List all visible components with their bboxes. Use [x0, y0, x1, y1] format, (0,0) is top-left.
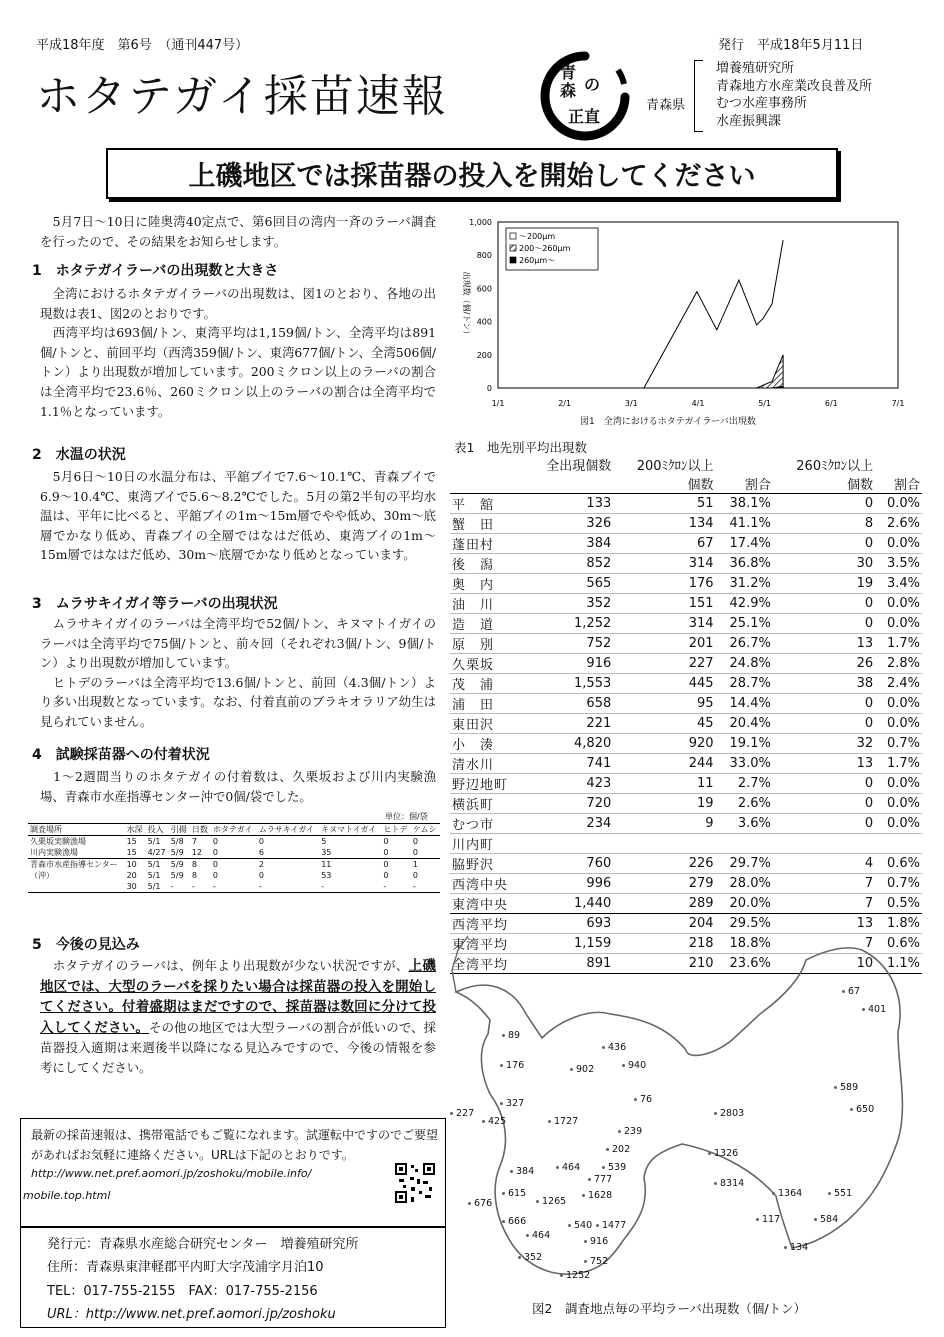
- mobile-info-text: 最新の採苗速報は、携帯電話でもご覧になれます。試運転中ですのでご要望があればお気軽に連絡ください。URLは下記のとおりです。: [31, 1128, 439, 1162]
- map-station-dot: [584, 1260, 587, 1263]
- x-tick-label: 5/1: [758, 399, 772, 408]
- series-line-under200: [609, 240, 784, 388]
- map-station-dot: [596, 1224, 599, 1227]
- map-station-label: 1727: [554, 1116, 579, 1127]
- section-5-body: ホタテガイのラーバは、例年より出現数が少ない状況ですが、上磯地区では、大型のラーバを採りたい場合は採苗器の投入を開始してください。付着盛期はまだですので、採苗器は数回に分けて投入してください。その他の地区では大型ラーバの割合が低いので、採苗器投入適期は来週後半以降になる見込みですので、今後の情報を参考にしてください。: [40, 958, 437, 1075]
- chart-svg: [450, 212, 920, 432]
- map-station-label: 551: [834, 1188, 853, 1199]
- x-tick-label: 6/1: [824, 399, 838, 408]
- section-3-heading: 3 ムラサキイガイ等ラーバの出現状況: [32, 596, 278, 612]
- logo-text-3: 正直: [568, 107, 601, 126]
- map-station-dot: [714, 1112, 717, 1115]
- coastline-north: [452, 936, 468, 992]
- publisher-item: 青森地方水産業改良普及所: [716, 78, 873, 94]
- table1-row: 油 川 352 151 42.9% 0 0.0%: [450, 594, 922, 614]
- map-station-label: 752: [590, 1256, 609, 1267]
- x-tick-label: 1/1: [491, 399, 505, 408]
- section-4-heading: 4 試験採苗器への付着状況: [32, 747, 210, 763]
- map-station-dot: [834, 1086, 837, 1089]
- map-station-dot: [548, 1120, 551, 1123]
- legend-label: 200～260μm: [519, 244, 571, 253]
- y-tick-label: 800: [476, 251, 492, 261]
- table1-row: 奥 内 565 176 31.2% 19 3.4%: [450, 574, 922, 594]
- map-station-dot: [588, 1178, 591, 1181]
- logo-text-1: 青 森: [560, 63, 577, 100]
- map-station-label: 401: [868, 1004, 887, 1015]
- table1-caption: 表1 地先別平均出現数: [454, 440, 587, 455]
- map-station-dot: [828, 1192, 831, 1195]
- publisher-item: 水産振興課: [716, 113, 782, 129]
- attach-table-header: 調査場所 水深 投入 引揚 日数 ホタテガイ ムラサキイガイ キヌマトイガイ ヒトデ ケムシ: [28, 824, 440, 836]
- publisher-item: むつ水産事務所: [716, 96, 808, 111]
- table1-row: 東田沢 221 45 20.4% 0 0.0%: [450, 714, 922, 734]
- map-station-label: 1252: [566, 1270, 591, 1281]
- legend-label: 260μm～: [519, 256, 556, 265]
- page-title: ホタテガイ採苗速報: [36, 71, 448, 122]
- table1-row: 後 潟 852 314 36.8% 30 3.5%: [450, 554, 922, 574]
- legend-swatch: [510, 257, 516, 263]
- map-station-dot: [536, 1200, 539, 1203]
- map-station-label: 436: [608, 1042, 627, 1053]
- map-station-label: 464: [562, 1162, 581, 1173]
- footer-publisher: 発行元：青森県水産総合研究センター 増養殖研究所: [47, 1237, 359, 1252]
- footer-tel: TEL：017-755-2155 FAX：017-755-2156: [47, 1284, 318, 1299]
- logo-seal: [538, 50, 632, 144]
- bay-map: [450, 930, 930, 1300]
- table1-row: 全湾平均 891 210 23.6% 10 1.1%: [450, 954, 922, 974]
- map-station-dot: [602, 1046, 605, 1049]
- section-1-body: 全湾におけるホタテガイラーバの出現数は、図1のとおり、各地の出現数は表1、図2のとおりです。 西湾平均は693個/トン、東湾平均は1,159個/トン、全湾平均は891個/トンと、前回平均（西湾359個/トン、東湾677個/トン、全湾506個/トン）より出現数が増加しています。200ミクロン以上のラーバの割合は全湾平均で23.6％、260ミクロン以上のラーバの割合は全湾平均で1.1％となっています。: [40, 286, 436, 419]
- logo-text-2: の: [584, 75, 601, 94]
- map-station-label: 539: [608, 1162, 627, 1173]
- map-station-label: 227: [456, 1108, 475, 1119]
- map-station-dot: [500, 1064, 503, 1067]
- attach-table-row: 青森市水産指導センター 10 5/1 5/9 8 0 2 11 0 1: [30, 860, 418, 869]
- publisher-list: [716, 60, 872, 130]
- headline: 上磯地区では採苗器の投入を開始してください: [106, 148, 838, 199]
- series-area-1: [757, 355, 784, 388]
- map-station-dot: [560, 1274, 563, 1277]
- section-2-heading: 2 水温の状況: [32, 447, 126, 463]
- map-station-label: 327: [506, 1098, 525, 1109]
- map-station-label: 76: [640, 1094, 653, 1105]
- publisher-bracket: [694, 60, 703, 132]
- map-station-label: 8314: [720, 1178, 745, 1189]
- map-station-label: 134: [790, 1242, 809, 1253]
- map-station-label: 1364: [778, 1188, 803, 1199]
- table1-row: 野辺地町 423 11 2.7% 0 0.0%: [450, 774, 922, 794]
- map-station-label: 1326: [714, 1148, 739, 1159]
- map-station-label: 239: [624, 1126, 643, 1137]
- chart-caption: 図1 全湾におけるホタテガイラーバ出現数: [580, 417, 756, 427]
- table1: [450, 455, 922, 974]
- y-tick-label: 0: [486, 384, 492, 393]
- map-station-dot: [450, 1112, 453, 1115]
- section-2-body: 5月6日～10日の水温分布は、平舘ブイで7.6～10.1℃、青森ブイで6.9～10.4℃、東湾ブイで5.6～8.2℃でした。5月の第2半旬の平均水温は、平年に比べると、平舘ブイの1m～15m層でやや低め、30m～底層でかなり低め、青森ブイの全層ではなはだ低め、東湾ブイの1m～15m層ではなはだ低め、30m～底層でかなり低めとなっています。: [40, 469, 436, 563]
- map-station-label: 425: [488, 1116, 507, 1127]
- map-station-label: 916: [590, 1236, 609, 1247]
- map-station-dot: [842, 990, 845, 993]
- chart-figure-1: [450, 212, 920, 432]
- publish-date: 発行 平成18年5月11日: [718, 38, 864, 53]
- table1-header-row-2: 個数 割合 個数 割合: [450, 474, 922, 494]
- map-station-label: 117: [762, 1214, 781, 1225]
- map-station-dot: [568, 1224, 571, 1227]
- map-caption: 図2 調査地点毎の平均ラーバ出現数（個/トン）: [532, 1301, 807, 1316]
- table1-row: むつ市 234 9 3.6% 0 0.0%: [450, 814, 922, 834]
- map-station-label: 777: [594, 1174, 613, 1185]
- y-axis-label: 出現数（個/トン）: [462, 271, 471, 339]
- map-station-label: 902: [576, 1064, 595, 1075]
- map-station-dot: [606, 1148, 609, 1151]
- table1-row: 脇野沢 760 226 29.7% 4 0.6%: [450, 854, 922, 874]
- x-tick-label: 2/1: [558, 399, 572, 408]
- map-station-label: 940: [628, 1060, 647, 1071]
- map-station-label: 2803: [720, 1108, 745, 1119]
- map-station-dot: [468, 1202, 471, 1205]
- y-tick-label: 1,000: [469, 218, 492, 227]
- section-1-heading: 1 ホタテガイラーバの出現数と大きさ: [32, 263, 279, 279]
- map-station-dot: [502, 1192, 505, 1195]
- legend-swatch: [510, 245, 516, 251]
- map-station-label: 676: [474, 1198, 493, 1209]
- table1-row: 蟹 田 326 134 41.1% 8 2.6%: [450, 514, 922, 534]
- attach-table: [28, 823, 440, 893]
- table1-row: 東湾中央 1,440 289 20.0% 7 0.5%: [450, 894, 922, 914]
- legend-label: ～200μm: [519, 232, 556, 241]
- map-station-label: 176: [506, 1060, 525, 1071]
- attach-table-unit: 単位：個/袋: [385, 812, 428, 821]
- table1-row: 横浜町 720 19 2.6% 0 0.0%: [450, 794, 922, 814]
- y-tick-label: 400: [476, 317, 492, 327]
- map-station-label: 1477: [602, 1220, 627, 1231]
- map-station-dot: [862, 1008, 865, 1011]
- map-station-label: 666: [508, 1216, 527, 1227]
- map-station-label: 202: [612, 1144, 631, 1155]
- x-tick-label: 7/1: [891, 399, 905, 408]
- y-tick-label: 200: [476, 350, 492, 360]
- map-station-dot: [526, 1234, 529, 1237]
- map-station-dot: [502, 1034, 505, 1037]
- section-5-heading: 5 今後の見込み: [32, 937, 140, 953]
- table1-row: 造 道 1,252 314 25.1% 0 0.0%: [450, 614, 922, 634]
- map-station-label: 584: [820, 1214, 839, 1225]
- map-station-dot: [482, 1120, 485, 1123]
- table1-row: 茂 浦 1,553 445 28.7% 38 2.4%: [450, 674, 922, 694]
- footer-url[interactable]: URL：http://www.net.pref.aomori.jp/zoshoku: [47, 1307, 336, 1322]
- y-tick-label: 600: [476, 284, 492, 294]
- map-station-dot: [634, 1098, 637, 1101]
- map-station-dot: [784, 1246, 787, 1249]
- publisher-item: 増養殖研究所: [716, 61, 795, 76]
- map-station-label: 352: [524, 1252, 543, 1263]
- section-5-emphasis: 上磯地区では、大型のラーバを採りたい場合は採苗器の投入を開始してください。付着盛期はまだですので、採苗器は数回に分けて投入してください。: [40, 958, 437, 1036]
- map-station-dot: [510, 1170, 513, 1173]
- map-station-dot: [714, 1182, 717, 1185]
- attach-table-row: 30 5/1 - - - - - - -: [126, 882, 416, 891]
- section-3-body: ムラサキイガイのラーバは全湾平均で52個/トン、キヌマトイガイのラーバは全湾平均で75個/トンと、前々回（それぞれ3個/トン、9個/トン）より出現数が増加しています。 ヒトデのラーバは全湾平均で13.6個/トンと、前回（4.3個/トン）より多い出現数となっています。なお、付着直前のブラキオラリア幼生は見られていません。: [40, 616, 436, 729]
- map-station-dot: [756, 1218, 759, 1221]
- map-station-dot: [570, 1068, 573, 1071]
- map-station-label: 615: [508, 1188, 527, 1199]
- mobile-info-box: [20, 1118, 446, 1228]
- map-station-dot: [556, 1166, 559, 1169]
- table1-row: 平 舘 133 51 38.1% 0 0.0%: [450, 494, 922, 514]
- map-station-dot: [584, 1240, 587, 1243]
- map-station-dot: [602, 1166, 605, 1169]
- map-station-dot: [502, 1220, 505, 1223]
- map-station-label: 1265: [542, 1196, 567, 1207]
- map-station-label: 67: [848, 986, 861, 997]
- map-station-dot: [814, 1218, 817, 1221]
- map-station-label: 1628: [588, 1190, 613, 1201]
- table1-row: 久栗坂 916 227 24.8% 26 2.8%: [450, 654, 922, 674]
- x-tick-label: 3/1: [624, 399, 638, 408]
- mobile-url-line1[interactable]: http://www.net.pref.aomori.jp/zoshoku/mobile.info/: [31, 1167, 312, 1180]
- footer-box: [20, 1226, 446, 1328]
- table1-row: 清水川 741 244 33.0% 13 1.7%: [450, 754, 922, 774]
- map-station-label: 589: [840, 1082, 859, 1093]
- map-station-label: 89: [508, 1030, 521, 1041]
- table1-row: 蓬田村 384 67 17.4% 0 0.0%: [450, 534, 922, 554]
- map-station-dot: [708, 1152, 711, 1155]
- map-station-dot: [618, 1130, 621, 1133]
- map-station-dot: [582, 1194, 585, 1197]
- intro-text: 5月7日～10日に陸奥湾40定点で、第6回目の湾内一斉のラーバ調査を行ったので、その結果をお知らせします。: [40, 214, 436, 249]
- legend-swatch: [510, 233, 516, 239]
- attach-table-row: 川内実験漁場 15 4/27 5/9 12 0 6 35 0 0: [28, 847, 440, 859]
- footer-address: 住所：青森県東津軽郡平内町大字茂浦字月泊10: [47, 1260, 324, 1275]
- table1-row: 東湾平均 1,159 218 18.8% 7 0.6%: [450, 934, 922, 954]
- map-station-dot: [622, 1064, 625, 1067]
- qr-code-icon[interactable]: [395, 1163, 435, 1203]
- prefecture: 青森県: [646, 98, 686, 113]
- map-station-dot: [518, 1256, 521, 1259]
- issue-info: 平成18年度 第6号 （通刊447号）: [36, 38, 249, 53]
- table1-header-row-1: 全出現個数 200ﾐｸﾛﾝ以上 260ﾐｸﾛﾝ以上: [546, 459, 874, 474]
- map-station-label: 540: [574, 1220, 593, 1231]
- table1-row: 浦 田 658 95 14.4% 0 0.0%: [450, 694, 922, 714]
- map-station-dot: [772, 1192, 775, 1195]
- x-tick-label: 4/1: [691, 399, 705, 408]
- table1-row: 西湾中央 996 279 28.0% 7 0.7%: [450, 874, 922, 894]
- map-station-dot: [500, 1102, 503, 1105]
- table1-row: 川内町: [450, 834, 922, 854]
- table1-row: 小 湊 4,820 920 19.1% 32 0.7%: [450, 734, 922, 754]
- attach-table-row: 久栗坂実験漁場 15 5/1 5/8 7 0 0 5 0 0: [30, 837, 418, 846]
- mobile-url-line2[interactable]: mobile.top.html: [23, 1189, 111, 1202]
- section-4-body: 1～2週間当りのホタテガイの付着数は、久栗坂および川内実験漁場、青森市水産指導センター沖で0個/袋でした。: [40, 769, 436, 804]
- map-station-label: 650: [856, 1104, 875, 1115]
- table1-row: 原 別 752 201 26.7% 13 1.7%: [450, 634, 922, 654]
- map-station-label: 384: [516, 1166, 535, 1177]
- map-station-label: 464: [532, 1230, 551, 1241]
- attach-table-row: （沖） 20 5/1 5/9 8 0 0 53 0 0: [30, 871, 418, 880]
- map-station-dot: [850, 1108, 853, 1111]
- table1-row: 西湾平均 693 204 29.5% 13 1.8%: [450, 914, 922, 934]
